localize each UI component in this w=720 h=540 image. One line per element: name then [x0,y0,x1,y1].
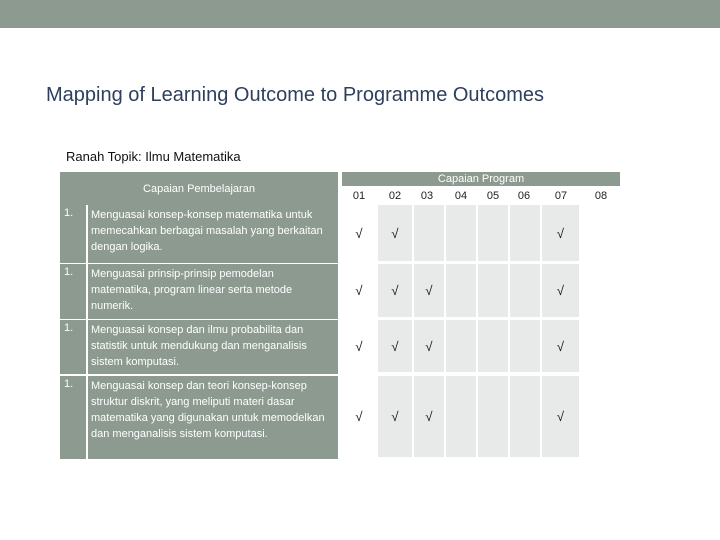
column-header: 05 [486,190,500,202]
top-bar [0,0,720,28]
column-header: 03 [420,190,434,202]
mapping-cell: √ [378,264,412,317]
mapping-cell [446,320,476,372]
mapping-cell: √ [542,205,579,261]
mapping-cell [414,205,444,261]
mapping-cell [478,205,508,261]
row-number: 1. [60,205,86,263]
mapping-cell [446,205,476,261]
learning-outcome-text: Menguasai konsep dan teori konsep-konsep struktur diskrit, yang meliputi materi dasar matematika yang digunakan untuk memodelkan dan menganalisis sistem komputasi. [88,376,338,459]
column-header: 07 [554,190,568,202]
learning-outcome-text: Menguasai prinsip-prinsip pemodelan matematika, program linear serta metode numerik. [88,264,338,319]
column-header: 06 [517,190,531,202]
mapping-cell [446,264,476,317]
mapping-cell [446,376,476,457]
mapping-cell [581,205,620,261]
mapping-cell [510,376,540,457]
page-title: Mapping of Learning Outcome to Programme Outcomes [46,84,545,106]
mapping-cell [581,376,620,457]
table-row [60,320,338,374]
learning-outcome-text: Menguasai konsep-konsep matematika untuk memecahkan berbagai masalah yang berkaitan dengan logika. [88,205,338,263]
mapping-cell [510,205,540,261]
mapping-cell: √ [414,264,444,317]
mapping-cell: √ [542,264,579,317]
mapping-cell: √ [342,320,376,372]
mapping-cell: √ [342,376,376,457]
column-header: 01 [352,190,366,202]
row-number: 1. [60,320,86,374]
row-number: 1. [60,264,86,319]
mapping-cell: √ [342,264,376,317]
mapping-cell: √ [414,376,444,457]
mapping-cell [581,264,620,317]
mapping-cell: √ [414,320,444,372]
header-programme-outcomes: Capaian Program [342,172,620,186]
mapping-cell: √ [378,376,412,457]
mapping-cell: √ [542,376,579,457]
mapping-cell [510,320,540,372]
row-number: 1. [60,376,86,459]
mapping-cell: √ [378,205,412,261]
mapping-cell: √ [542,320,579,372]
page-subtitle: Ranah Topik: Ilmu Matematika [66,149,241,164]
column-header: 02 [388,190,402,202]
table-row [60,264,338,319]
mapping-cell [581,320,620,372]
mapping-cell [478,320,508,372]
mapping-cell: √ [378,320,412,372]
mapping-cell [478,264,508,317]
column-header: 04 [454,190,468,202]
mapping-cell [510,264,540,317]
table-row [60,376,338,459]
mapping-cell: √ [342,205,376,261]
mapping-cell [478,376,508,457]
header-learning-outcomes: Capaian Pembelajaran [60,172,338,205]
column-header: 08 [594,190,608,202]
table-row [60,205,338,263]
learning-outcome-text: Menguasai konsep dan ilmu probabilita dan statistik untuk mendukung dan menganalisis sistem komputasi. [88,320,338,374]
